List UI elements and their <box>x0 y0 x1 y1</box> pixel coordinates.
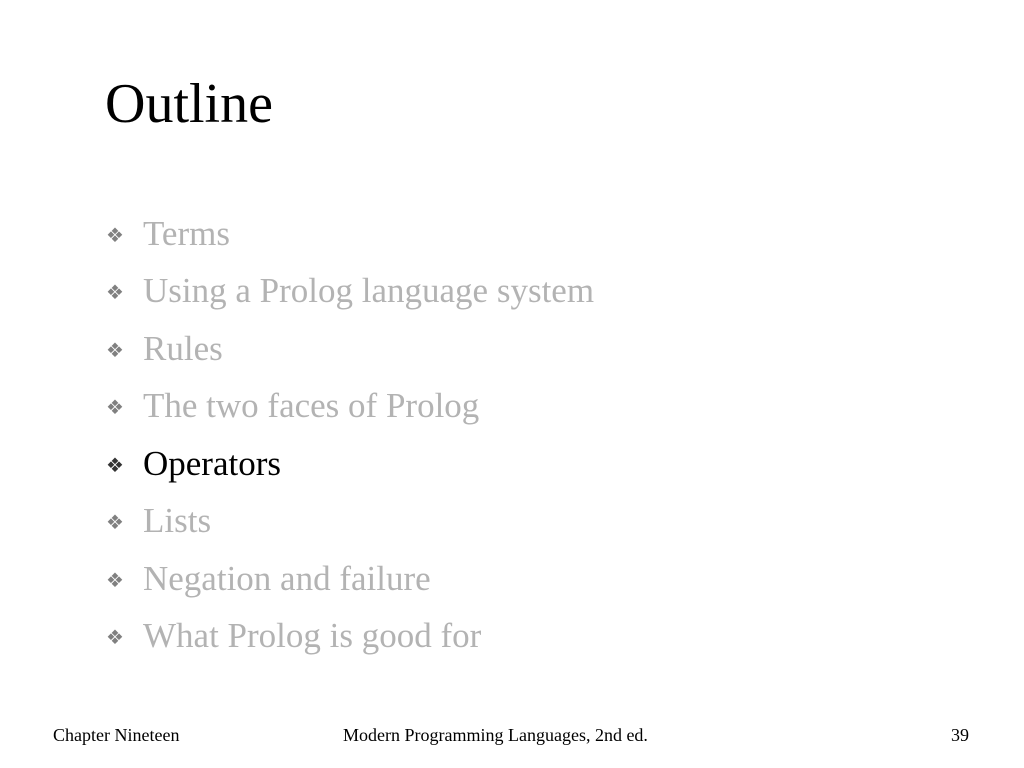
outline-item-lists <box>106 493 594 551</box>
four-diamond-bullet-icon: ❖ <box>106 454 124 477</box>
footer-chapter: Chapter Nineteen <box>53 725 180 745</box>
footer-page-number: 39 <box>951 725 969 745</box>
outline-item-two-faces <box>106 378 594 436</box>
outline-item-label: The two faces of Prolog <box>143 386 480 426</box>
outline-item-label: Terms <box>143 213 230 253</box>
footer-book-title: Modern Programming Languages, 2nd ed. <box>343 725 648 745</box>
four-diamond-bullet-icon: ❖ <box>106 512 124 535</box>
outline-item-what-prolog-good-for <box>106 608 594 666</box>
outline-item-label: Negation and failure <box>143 558 431 598</box>
outline-item-terms <box>106 205 594 263</box>
outline-item-negation <box>106 550 594 608</box>
outline-item-label: Lists <box>143 501 212 541</box>
outline-item-rules <box>106 320 594 378</box>
four-diamond-bullet-icon: ❖ <box>106 282 124 305</box>
four-diamond-bullet-icon: ❖ <box>106 569 124 592</box>
four-diamond-bullet-icon: ❖ <box>106 397 124 420</box>
slide-title: Outline <box>105 73 273 135</box>
outline-item-using-prolog <box>106 263 594 321</box>
outline-list <box>106 205 594 665</box>
outline-item-label: Operators <box>143 443 282 483</box>
outline-item-label: Using a Prolog language system <box>143 271 595 311</box>
four-diamond-bullet-icon: ❖ <box>106 627 124 650</box>
outline-item-label: Rules <box>143 328 223 368</box>
outline-item-label: What Prolog is good for <box>143 616 482 656</box>
four-diamond-bullet-icon: ❖ <box>106 224 124 247</box>
outline-item-operators-current <box>106 435 594 493</box>
four-diamond-bullet-icon: ❖ <box>106 339 124 362</box>
